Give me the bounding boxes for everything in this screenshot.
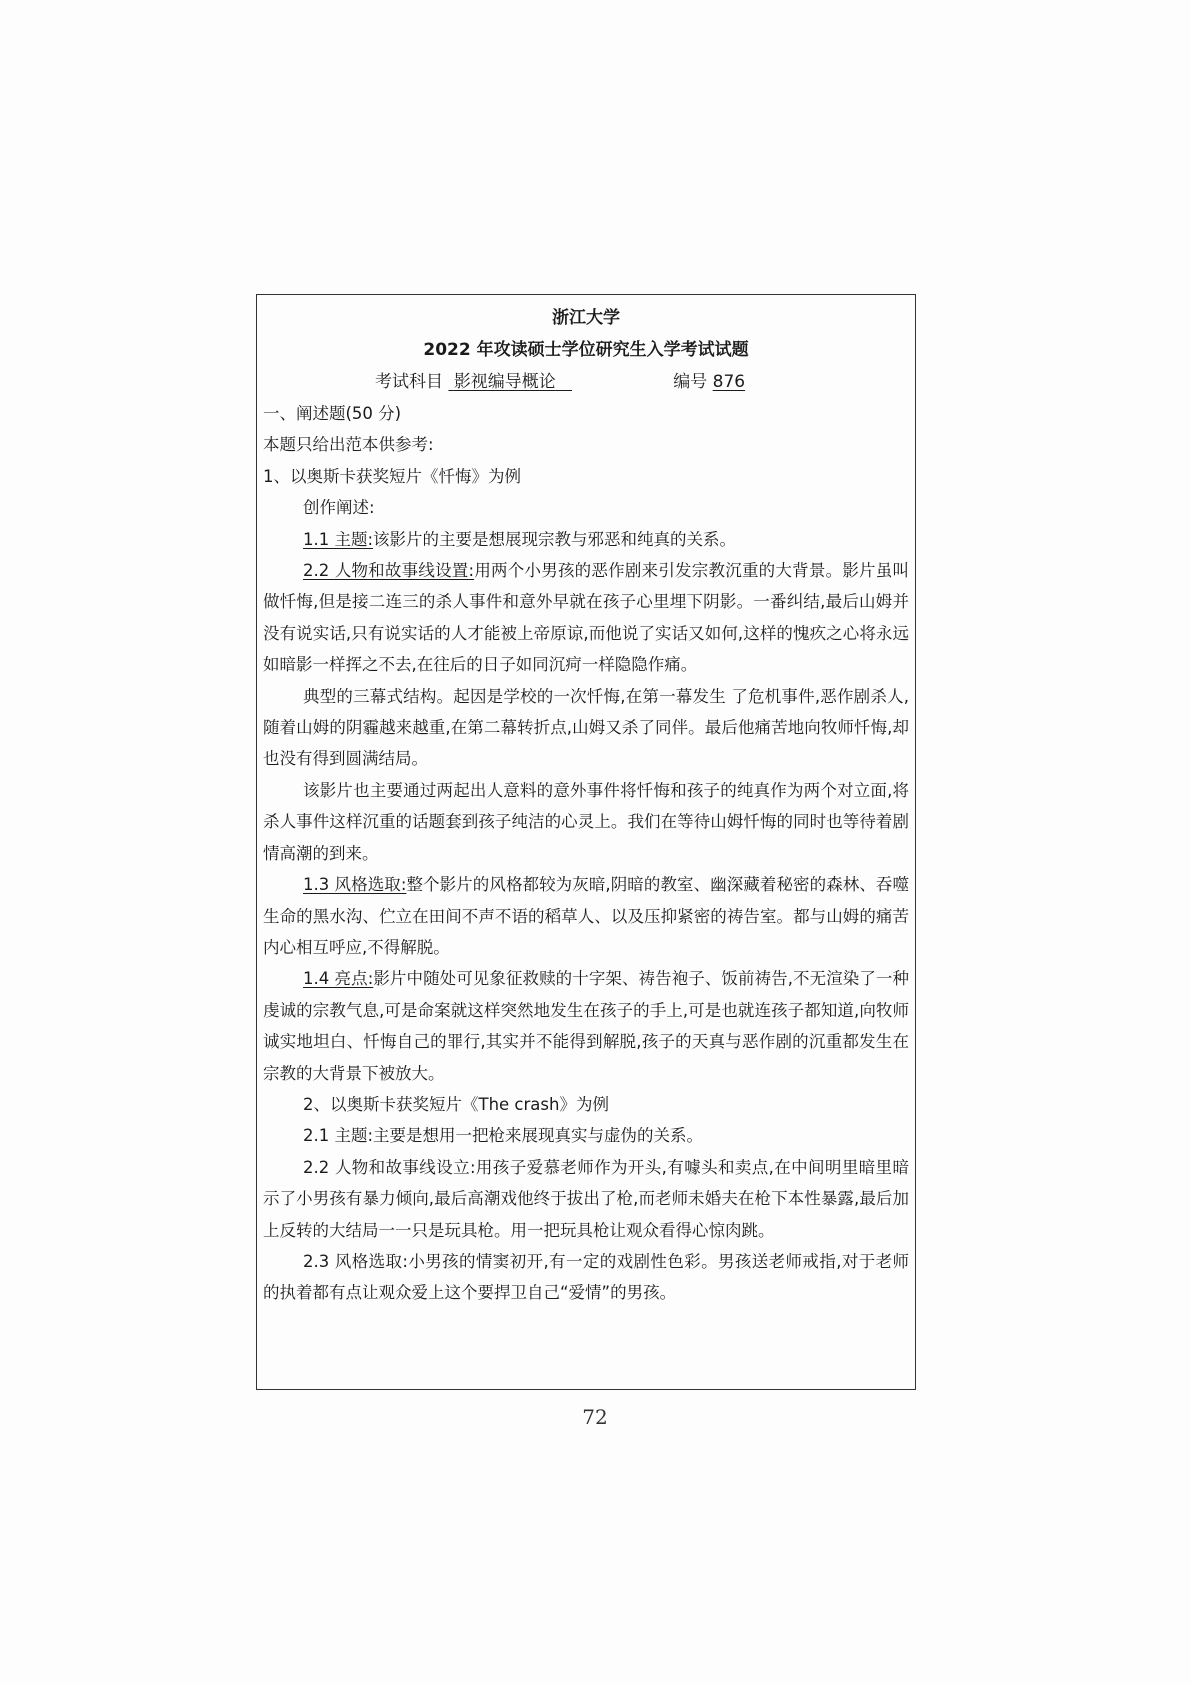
- q2-paragraph-theme: 2.1 主题:主要是想用一把枪来展现真实与虚伪的关系。: [303, 1126, 704, 1146]
- university-name: 浙江大学: [552, 308, 620, 328]
- question-1-title: 1、以奥斯卡获奖短片《忏悔》为例: [263, 466, 521, 486]
- q1-characters-text: 用两个小男孩的恶作剧来引发宗教沉重的大背景。影片虽叫做忏悔,但是接二连三的杀人事件和意外早就在孩子心里埋下阴影。一番纠结,最后山姆并没有说实话,只有说实话的人才能被上帝原谅,而他说了实话又如何,这样的愧疚之心将永远如暗影一样挥之不去,在往后的日子如同沉疴一样隐隐作痛。: [263, 561, 910, 675]
- q1-highlights-tag: 1.4 亮点:: [303, 969, 374, 989]
- q1-characters-tag: 2.2 人物和故事线设置:: [303, 561, 475, 581]
- q1-paragraph-structure: 典型的三幕式结构。起因是学校的一次忏悔,在第一幕发生 了危机事件,恶作剧杀人,随着山姆的阴霾越来越重,在第二幕转折点,山姆又杀了同伴。最后他痛苦地向牧师忏悔,却也没有得到圆满结局。: [263, 686, 909, 769]
- exam-paper-frame: [256, 294, 916, 1390]
- q1-paragraph-style: [263, 869, 909, 963]
- q2-paragraph-characters: 2.2 人物和故事线设立:用孩子爱慕老师作为开头,有噱头和卖点,在中间明里暗里暗示了小男孩有暴力倾向,最后高潮戏他终于拔出了枪,而老师未婚夫在枪下本性暴露,最后加上反转的大结局一一只是玩具枪。用一把玩具枪让观众看得心惊肉跳。: [263, 1157, 909, 1240]
- q1-theme-text: 该影片的主要是想展现宗教与邪恶和纯真的关系。: [373, 529, 737, 549]
- code-label: 编号: [673, 372, 708, 392]
- page-number: 72: [582, 1405, 608, 1429]
- q1-paragraph-theme: [263, 524, 909, 555]
- section-note: 本题只给出范本供参考:: [263, 435, 434, 455]
- question-2-title: 2、以奥斯卡获奖短片《The crash》为例: [303, 1094, 609, 1114]
- exam-title: 2022 年攻读硕士学位研究生入学考试试题: [423, 340, 749, 360]
- subject-label: 考试科目: [375, 372, 443, 392]
- q1-paragraph-contrast: 该影片也主要通过两起出人意料的意外事件将忏悔和孩子的纯真作为两个对立面,将杀人事件这样沉重的话题套到孩子纯洁的心灵上。我们在等待山姆忏悔的同时也等待着剧情高潮的到来。: [263, 780, 909, 863]
- q1-theme-tag: 1.1 主题:: [303, 529, 374, 549]
- q1-style-tag: 1.3 风格选取:: [303, 875, 407, 895]
- code-value: 876: [712, 372, 746, 392]
- subject-row: [375, 367, 745, 392]
- q1-paragraph-highlights: [263, 963, 909, 1089]
- question-1-intro: 创作阐述:: [303, 498, 375, 518]
- exam-body: [263, 398, 909, 1309]
- q1-style-text: 整个影片的风格都较为灰暗,阴暗的教室、幽深藏着秘密的森林、吞噬生命的黑水沟、伫立在田间不声不语的稻草人、以及压抑紧密的祷告室。都与山姆的痛苦内心相互呼应,不得解脱。: [263, 875, 909, 957]
- q2-paragraph-style: 2.3 风格选取:小男孩的情窦初开,有一定的戏剧性色彩。男孩送老师戒指,对于老师的执着都有点让观众爱上这个要捍卫自己“爱情”的男孩。: [263, 1251, 909, 1303]
- section-heading: 一、阐述题(50 分): [263, 404, 402, 423]
- q1-paragraph-characters: [263, 555, 909, 681]
- subject-name: 影视编导概论: [453, 372, 556, 392]
- q1-highlights-text: 影片中随处可见象征救赎的十字架、祷告袍子、饭前祷告,不无渲染了一种虔诚的宗教气息,可是命案就这样突然地发生在孩子的手上,可是也就连孩子都知道,向牧师诚实地坦白、忏悔自己的罪行,其实并不能得到解脱,孩子的天真与恶作剧的沉重都发生在宗教的大背景下被放大。: [263, 969, 910, 1083]
